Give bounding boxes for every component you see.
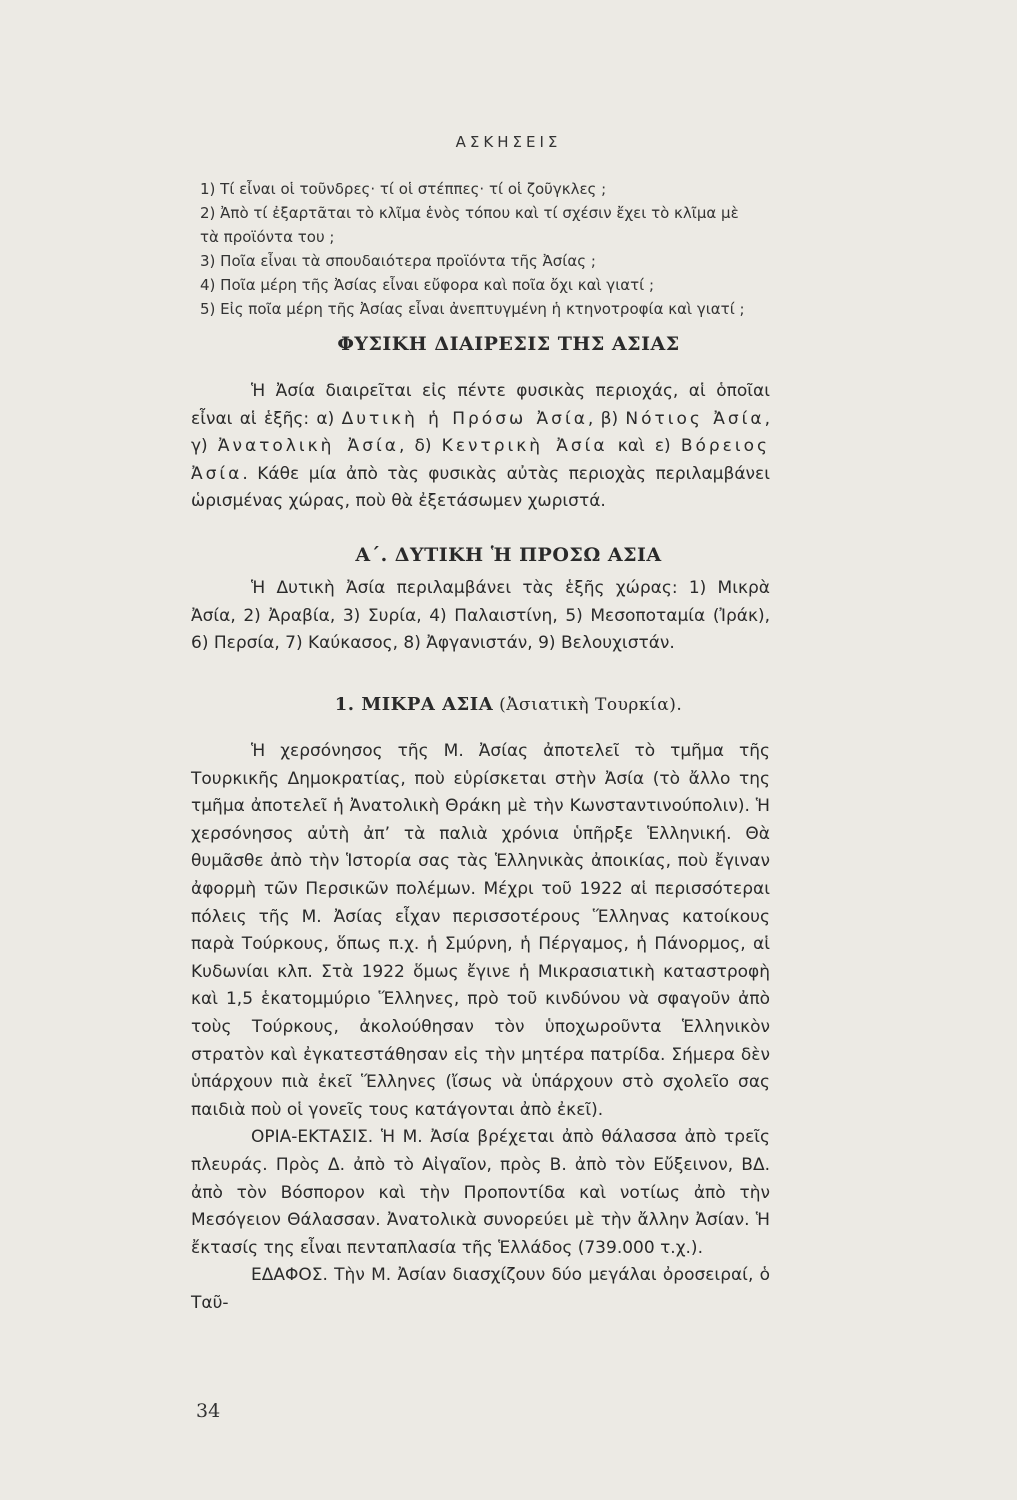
region-central: Κεντρικὴ Ἀσία [441, 436, 608, 457]
sep: καὶ ε) [607, 436, 681, 457]
region-south: Νότιος Ἀσία [625, 408, 765, 429]
sep: , β) [587, 408, 626, 429]
section-heading-physical-division: ΦΥΣΙΚΗ ΔΙΑΙΡΕΣΙΣ ΤΗΣ ΑΣΙΑΣ [337, 333, 680, 355]
sep: , γ) [191, 408, 770, 457]
section1-paragraph [191, 378, 770, 516]
section-heading-west-asia: Α΄. ΔΥΤΙΚΗ Ἡ ΠΡΟΣΩ ΑΣΙΑ [355, 544, 662, 566]
exercises-title: ΑΣΚΗΣΕΙΣ [455, 133, 562, 151]
page-number: 34 [196, 1400, 221, 1422]
region-west: Δυτικὴ ἡ Πρόσω Ἀσία [341, 408, 588, 429]
exercise-2 [200, 201, 760, 249]
region-east: Ἀνατολικὴ Ἀσία [217, 436, 399, 457]
sep: , δ) [398, 436, 442, 457]
region-north: Βόρειος Ἀσία [191, 436, 771, 484]
exercise-1: 1) Τί εἶναι οἱ τοῦνδρες· τί οἱ στέππες· τί οἱ ζοῦγκλες ; [200, 180, 607, 198]
section-heading-asia-minor [0, 694, 1017, 715]
heading-sub: (Ἀσιατικὴ Τουρκία). [493, 695, 683, 715]
exercise-5: 5) Εἰς ποῖα μέρη τῆς Ἀσίας εἶναι ἀνεπτυγμένη ἡ κτηνοτροφία καὶ γιατί ; [200, 300, 745, 318]
section1-text [191, 378, 770, 516]
exercise-3: 3) Ποῖα εἶναι τὰ σπουδαιότερα προϊόντα τῆς Ἀσίας ; [200, 252, 596, 270]
section1-text-start: Ἡ Ἀσία διαιρεῖται εἰς πέντε φυσικὰς περιοχάς, αἱ ὁποῖαι εἶναι αἱ ἑξῆς: α) [191, 381, 770, 429]
asia-minor-paragraph-1: Ἡ χερσόνησος τῆς Μ. Ἀσίας ἀποτελεῖ τὸ τμῆμα τῆς Τουρκικῆς Δημοκρατίας, ποὺ εὑρίσκεται στὴν Ἀσία (τὸ ἄλλο της τμῆμα ἀποτελεῖ ἡ Ἀνατολικὴ Θράκη μὲ τὴν Κωνσταντινούπολιν). Ἡ χερσόνησος αὐτὴ ἀπ’ τὰ παλιὰ χρόνια ὑπῆρξε Ἑλληνική. Θὰ θυμᾶσθε ἀπὸ τὴν Ἱστορία σας τὰς Ἑλληνικὰς ἀποικίας, ποὺ ἔγιναν ἀφορμὴ τῶν Περσικῶν πολέμων. Μέχρι τοῦ 1922 αἱ περισσότεραι πόλεις τῆς Μ. Ἀσίας εἶχαν περισσοτέρους Ἕλληνας κατοίκους παρὰ Τούρκους, ὅπως π.χ. ἡ Σμύρνη, ἡ Πέργαμος, ἡ Πάνορμος, αἱ Κυδωνίαι κλπ. Στὰ 1922 ὅμως ἔγινε ἡ Μικρασιατικὴ καταστροφὴ καὶ 1,5 ἑκατομμύριο Ἕλληνες, πρὸ τοῦ κινδύνου νὰ σφαγοῦν ἀπὸ τοὺς Τούρκους, ἀκολούθησαν τὸν ὑποχωροῦντα Ἑλληνικὸν στρατὸν καὶ ἐγκατεστάθησαν εἰς τὴν μητέρα πατρίδα. Σήμερα δὲν ὑπάρχουν πιὰ ἐκεῖ Ἕλληνες (ἴσως νὰ ὑπάρχουν στὸ σχολεῖο σας παιδιὰ ποὺ οἱ γονεῖς τους κατάγονται ἀπὸ ἐκεῖ). [191, 741, 770, 1120]
section2-text: Ἡ Δυτικὴ Ἀσία περιλαμβάνει τὰς ἑξῆς χώρας: 1) Μικρὰ Ἀσία, 2) Ἀραβία, 3) Συρία, 4) Παλαιστίνη, 5) Μεσοποταμία (Ἰράκ), 6) Περσία, 7) Καύκασος, 8) Ἀφγανιστάν, 9) Βελουχιστάν. [191, 578, 770, 654]
asia-minor-paragraph-3: ΕΔΑΦΟΣ. Τὴν Μ. Ἀσίαν διασχίζουν δύο μεγάλαι ὀροσειραί, ὁ Ταῦ- [191, 1265, 770, 1313]
exercise-2-text: 2) Ἀπὸ τί ἐξαρτᾶται τὸ κλῖμα ἑνὸς τόπου καὶ τί σχέσιν ἔχει τὸ κλῖμα μὲ τὰ προϊόντα του ; [200, 204, 739, 246]
heading-main: 1. ΜΙΚΡΑ ΑΣΙΑ [334, 694, 494, 715]
section3-body [191, 738, 770, 1317]
section2-paragraph [191, 575, 770, 658]
asia-minor-paragraph-2: ΟΡΙΑ-ΕΚΤΑΣΙΣ. Ἡ Μ. Ἀσία βρέχεται ἀπὸ θάλασσα ἀπὸ τρεῖς πλευράς. Πρὸς Δ. ἀπὸ τὸ Αἰγαῖον, πρὸς Β. ἀπὸ τὸν Εὔξεινον, ΒΔ. ἀπὸ τὸν Βόσπορον καὶ τὴν Προποντίδα καὶ νοτίως ἀπὸ τὴν Μεσόγειον Θάλασσαν. Ἀνατολικὰ συνορεύει μὲ τὴν ἄλλην Ἀσίαν. Ἡ ἔκτασίς της εἶναι πενταπλασία τῆς Ἑλλάδος (739.000 τ.χ.). [191, 1127, 770, 1258]
section1-text-end: . Κάθε μία ἀπὸ τὰς φυσικὰς αὐτὰς περιοχὰς περιλαμβάνει ὡρισμένας χώρας, ποὺ θὰ ἐξετάσωμεν χωριστά. [191, 463, 770, 512]
exercise-4: 4) Ποῖα μέρη τῆς Ἀσίας εἶναι εὔφορα καὶ ποῖα ὄχι καὶ γιατί ; [200, 276, 655, 294]
